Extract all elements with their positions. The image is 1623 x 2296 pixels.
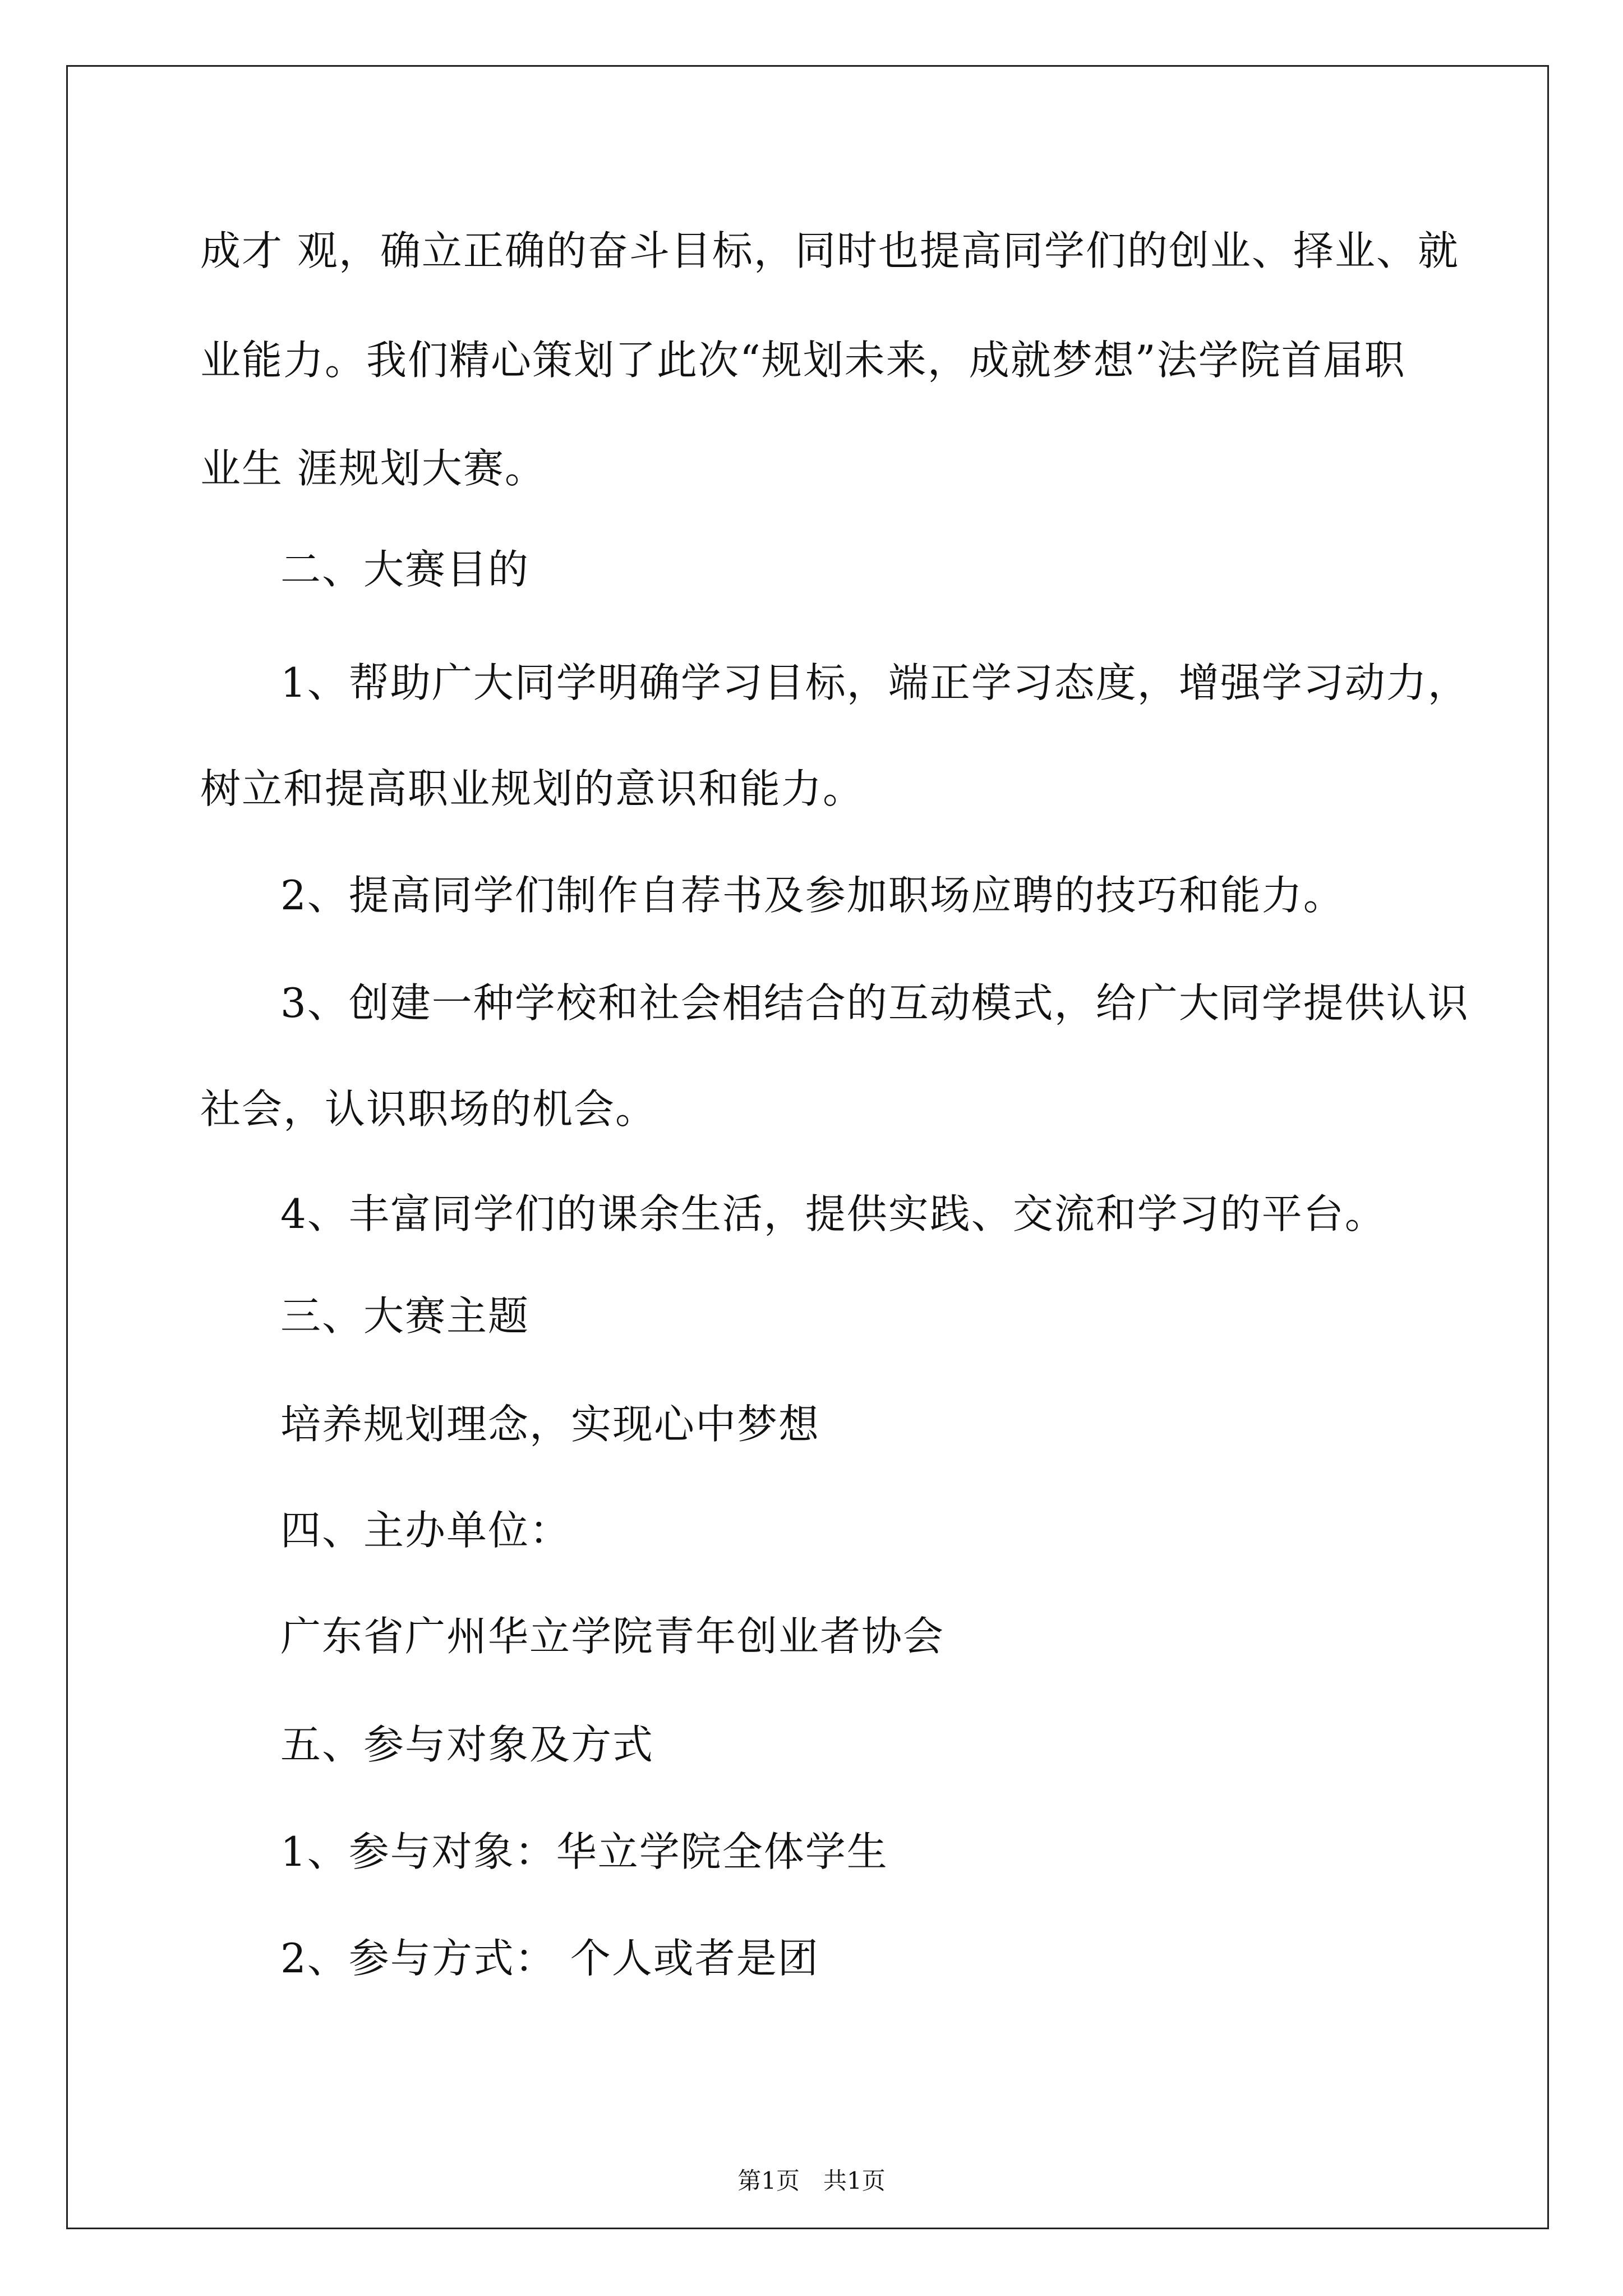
paragraph-line: 业生 涯规划大赛。 (200, 445, 546, 492)
paragraph-line: 广东省广州华立学院青年创业者协会 (280, 1613, 945, 1660)
page-footer: 第1页 共1页 (737, 2167, 886, 2194)
list-item: 2、参与方式： 个人或者是团 (280, 1935, 819, 1982)
section-heading: 二、大赛目的 (280, 546, 530, 593)
section-heading: 四、主办单位： (280, 1507, 571, 1554)
paragraph-line: 社会，认识职场的机会。 (200, 1085, 657, 1133)
paragraph-line: 树立和提高职业规划的意识和能力。 (200, 765, 865, 812)
section-heading: 三、大赛主题 (280, 1292, 530, 1340)
paragraph-line: 业能力。我们精心策划了此次“规划未来，成就梦想”法学院首届职 (200, 337, 1406, 384)
list-item: 2、提高同学们制作自荐书及参加职场应聘的技巧和能力。 (280, 872, 1345, 919)
page-border (66, 65, 1549, 2229)
list-item: 4、丰富同学们的课余生活，提供实践、交流和学习的平台。 (280, 1190, 1386, 1237)
list-item: 1、参与对象：华立学院全体学生 (280, 1828, 888, 1875)
list-item: 1、帮助广大同学明确学习目标，端正学习态度，增强学习动力， (280, 659, 1469, 706)
list-item: 3、创建一种学校和社会相结合的互动模式，给广大同学提供认识 (280, 979, 1469, 1027)
paragraph-line: 培养规划理念，实现心中梦想 (280, 1401, 820, 1448)
section-heading: 五、参与对象及方式 (280, 1721, 654, 1768)
paragraph-line: 成才 观，确立正确的奋斗目标，同时也提高同学们的创业、择业、就 (200, 227, 1459, 274)
